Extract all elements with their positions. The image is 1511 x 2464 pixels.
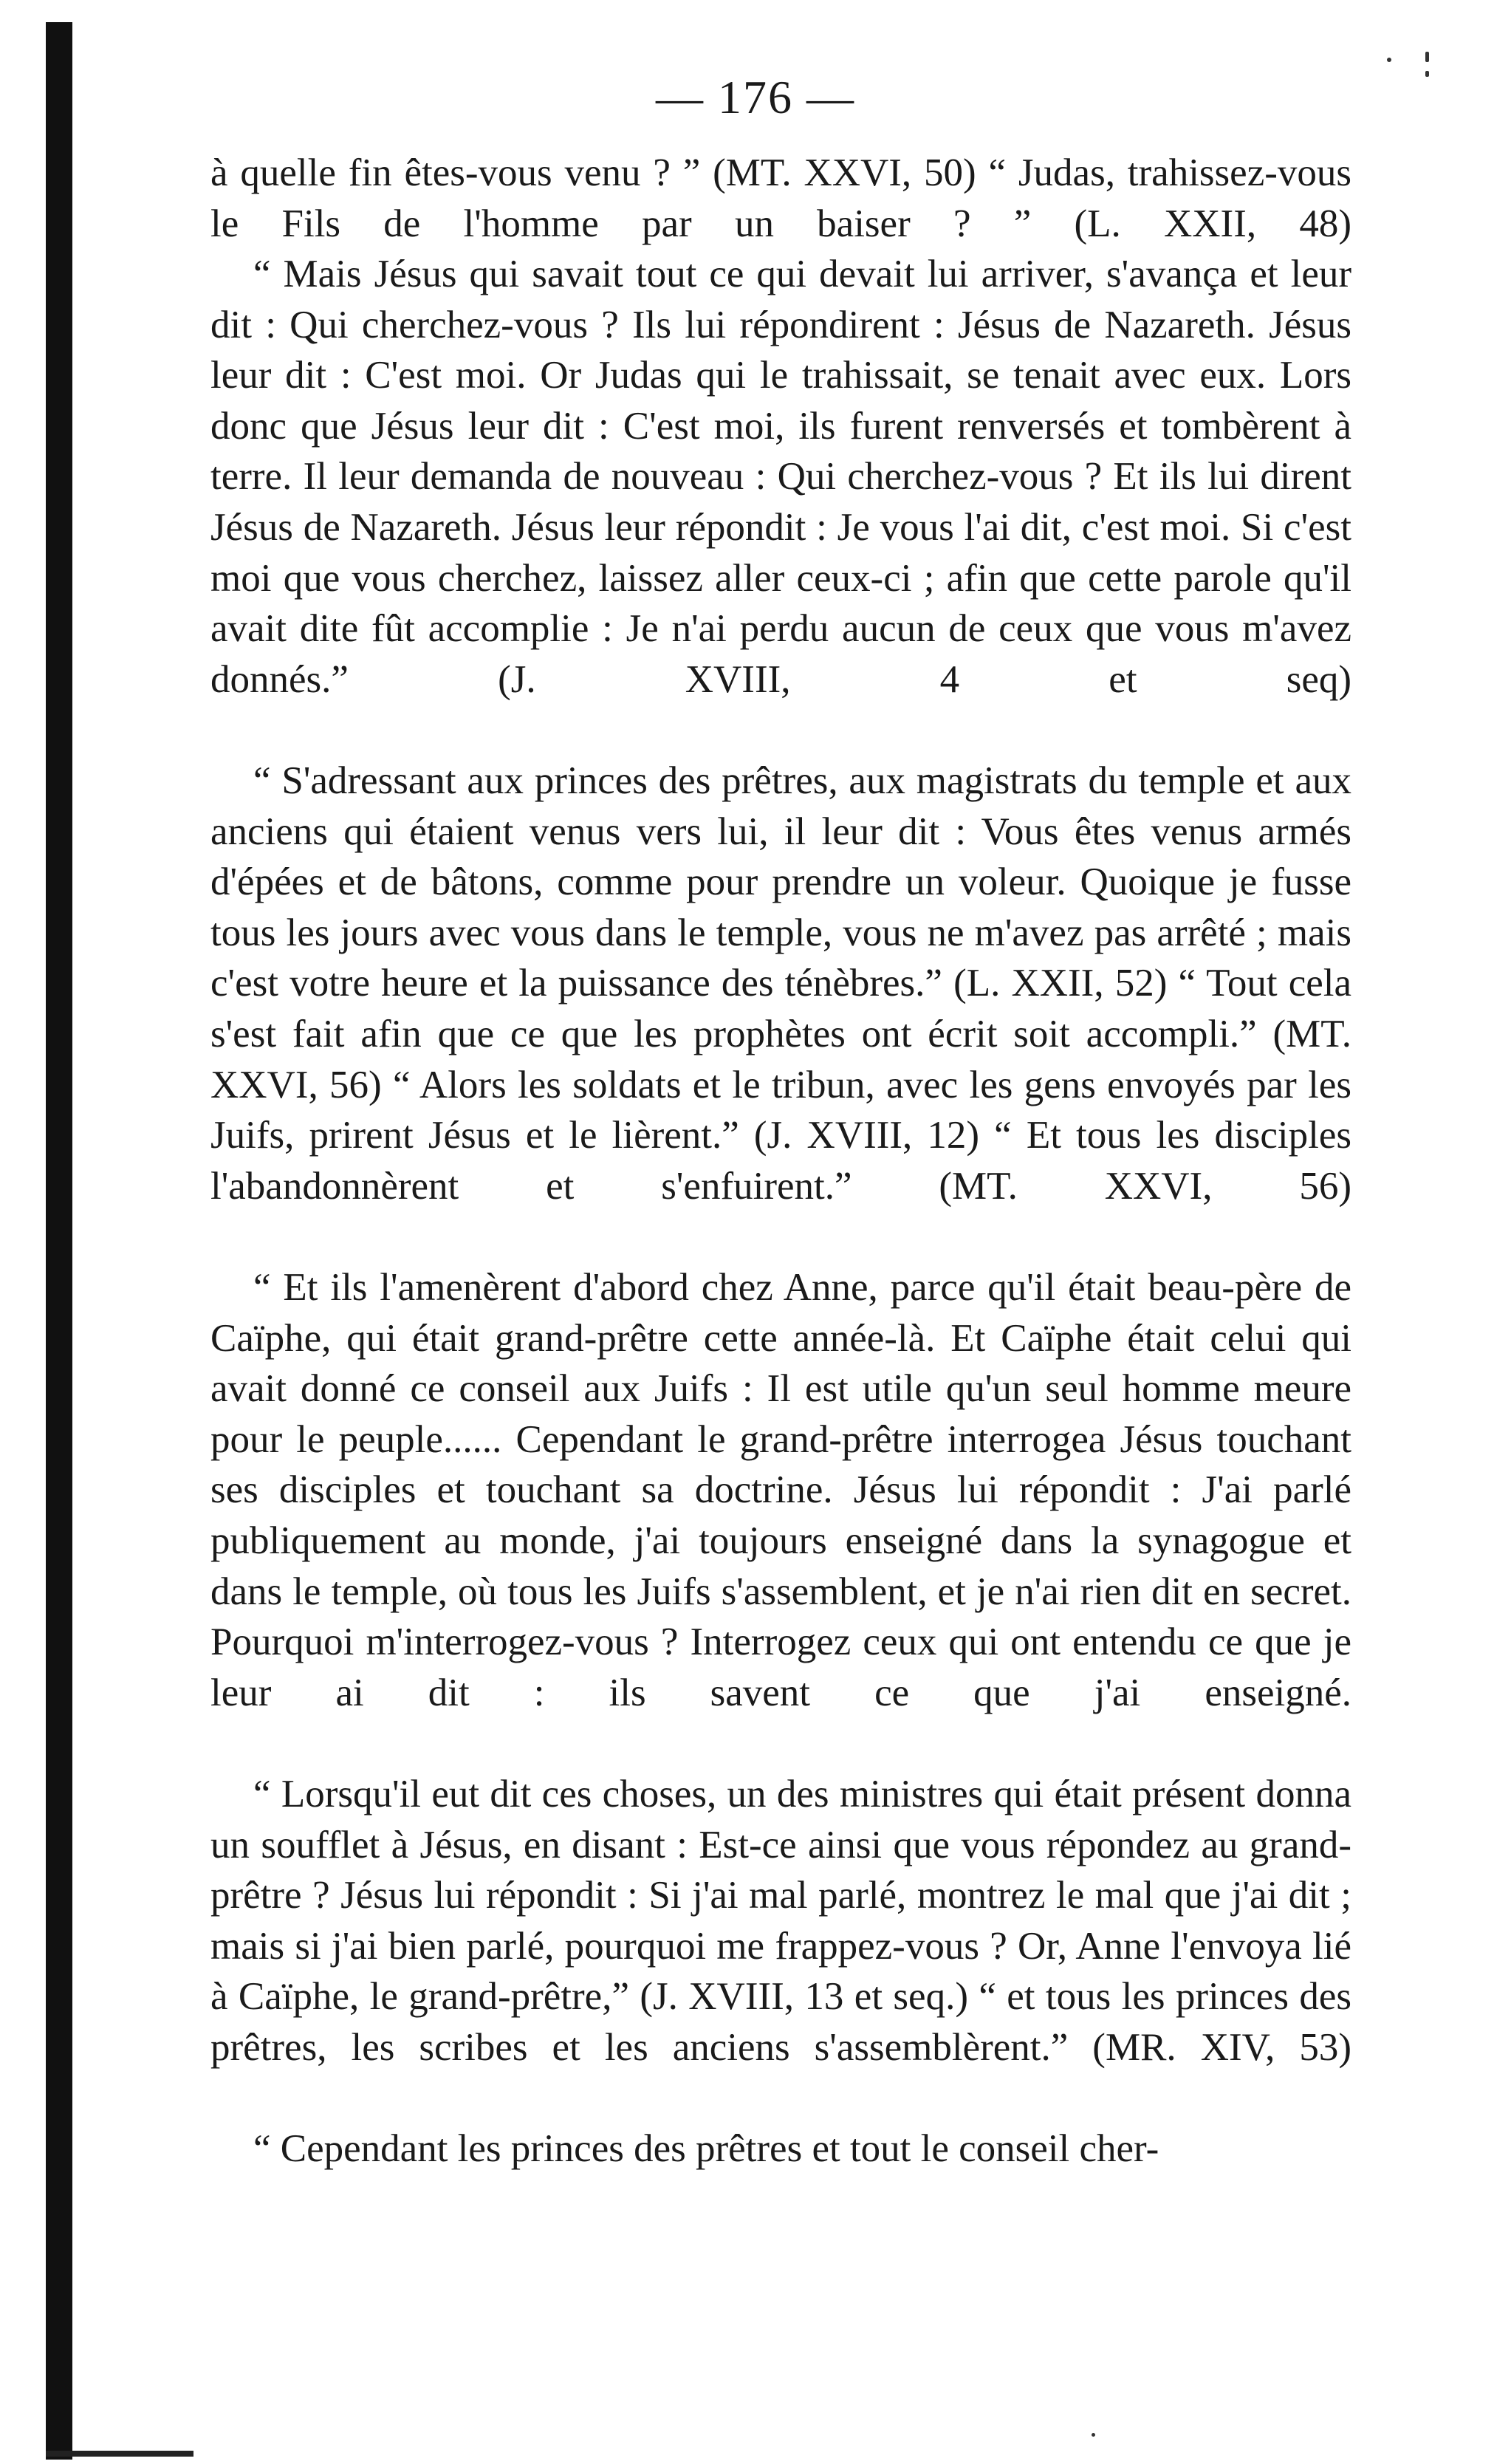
page-number: — 176 — <box>656 71 855 123</box>
paragraph-2: “ Mais Jésus qui savait tout ce qui devait lui arriver, s'avança et leur dit : Qui cherchez-vous ? Ils lui répondirent : Jésus de Nazareth. Jésus leur dit : C'est moi. Or Judas qui le trahissait, se tenait avec eux. Lors donc que Jésus leur dit : C'est moi, ils furent renversés et tombèrent à terre. Il leur demanda de nouveau : Qui cherchez-vous ? Et ils lui dirent Jésus de Nazareth. Jésus leur répondit : Je vous l'ai dit, c'est moi. Si c'est moi que vous cherchez, laissez aller ceux-ci ; afin que cette parole qu'il avait dite fût accomplie : Je n'ai perdu aucun de ceux que vous m'avez donnés.” (J. XVIII, 4 et seq) <box>210 253 1351 701</box>
paragraph-4: “ Et ils l'amenèrent d'abord chez Anne, parce qu'il était beau-père de Caïphe, qui était grand-prêtre cette année-là. Et Caïphe était celui qui avait donné ce conseil aux Juifs : Il est utile qu'un seul homme meure pour le peuple...... Cependant le grand-prêtre interrogea Jésus touchant ses disciples et touchant sa doctrine. Jésus lui répondit : J'ai parlé publiquement au monde, j'ai toujours enseigné dans la synagogue et dans le temple, où tous les Juifs s'assemblent, et je n'ai rien dit en secret. Pourquoi m'interrogez-vous ? Interrogez ceux qui ont entendu ce que je leur ai dit : ils savent ce que j'ai enseigné. <box>210 1266 1351 1714</box>
print-speck <box>1092 2433 1095 2437</box>
paragraph-5: “ Lorsqu'il eut dit ces choses, un des ministres qui était présent donna un soufflet à Jésus, en disant : Est-ce ainsi que vous répondez au grand-prêtre ? Jésus lui répondit : Si j'ai mal parlé, montrez le mal que j'ai dit ; mais si j'ai bien parlé, pourquoi me frappez-vous ? Or, Anne l'envoya lié à Caïphe, le grand-prêtre,” (J. XVIII, 13 et seq.) “ et tous les princes des prêtres, les scribes et les anciens s'assemblèrent.” (MR. XIV, 53) <box>210 1773 1351 2069</box>
body-text <box>210 148 1351 2174</box>
paragraph-6: “ Cependant les princes des prêtres et tout le conseil cher- <box>253 2127 1159 2170</box>
book-spine-shadow <box>46 22 72 2460</box>
paragraph-3: “ S'adressant aux princes des prêtres, aux magistrats du temple et aux anciens qui étaient venus vers lui, il leur dit : Vous êtes venus armés d'épées et de bâtons, comme pour prendre un voleur. Quoique je fusse tous les jours avec vous dans le temple, vous ne m'avez pas arrêté ; mais c'est votre heure et la puissance des ténèbres.” (L. XXII, 52) “ Tout cela s'est fait afin que ce que les prophètes ont écrit soit accompli.” (MT. XXVI, 56) “ Alors les soldats et le tribun, avec les gens envoyés par les Juifs, prirent Jésus et le lièrent.” (J. XVIII, 12) “ Et tous les disciples l'abandonnèrent et s'enfuirent.” (MT. XXVI, 56) <box>210 759 1351 1208</box>
paragraph-1: à quelle fin êtes-vous venu ? ” (MT. XXVI, 50) “ Judas, trahissez-vous le Fils de l'homme par un baiser ? ” (L. XXII, 48) <box>210 151 1351 245</box>
book-spine-foot <box>46 2451 193 2457</box>
print-speck <box>1387 58 1391 62</box>
print-speck <box>1425 52 1429 62</box>
